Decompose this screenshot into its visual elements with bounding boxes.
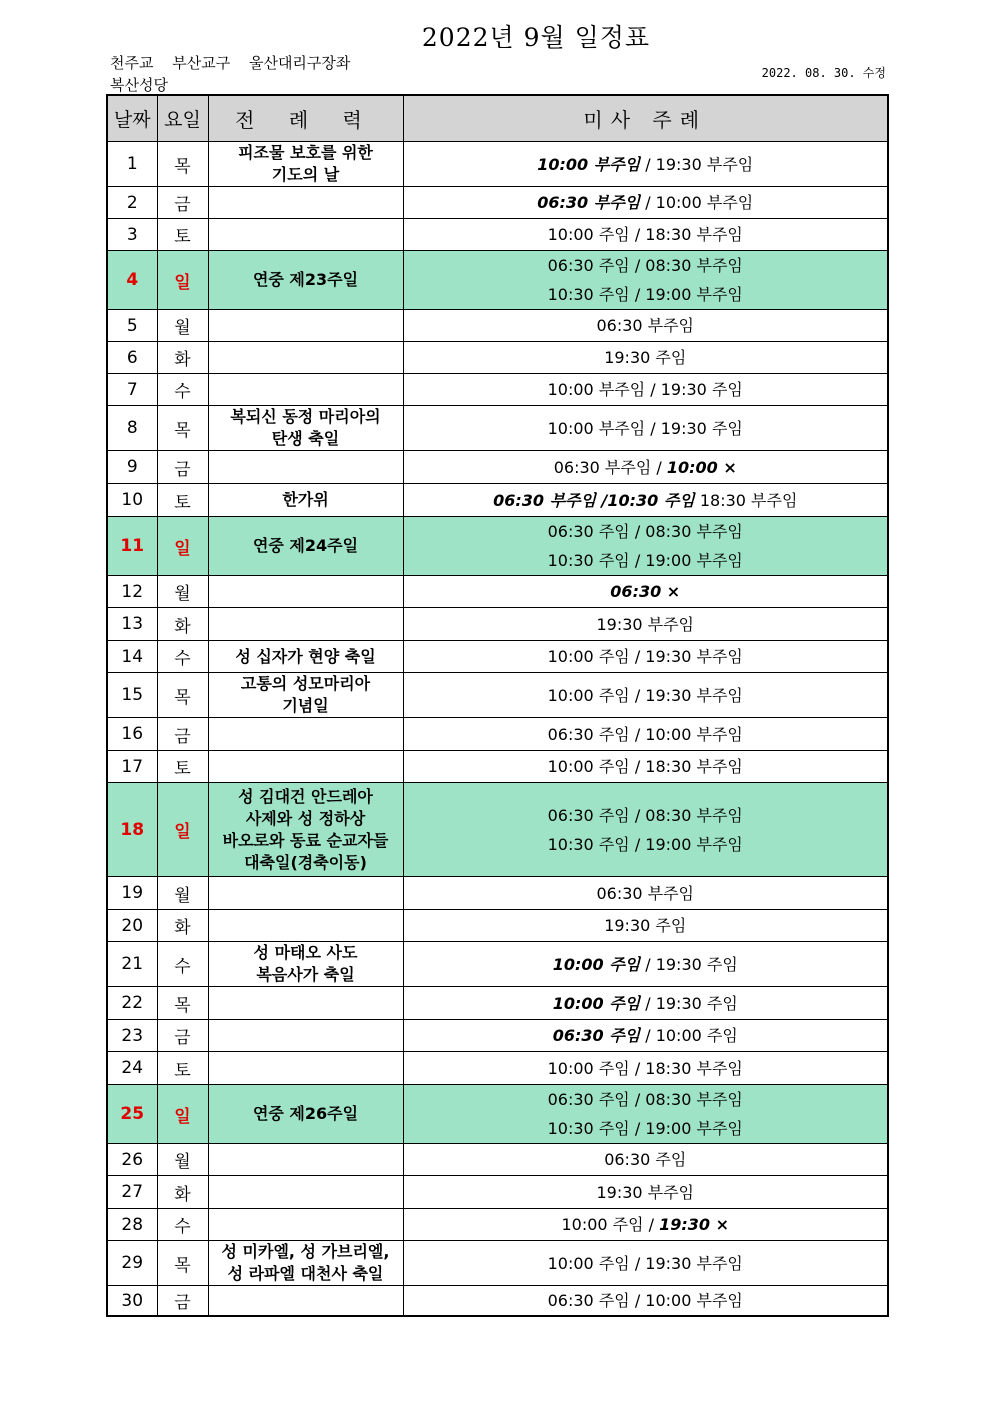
cell-mass-schedule: 10:00 주임 / 19:30 × xyxy=(403,1209,888,1241)
cell-weekday: 금 xyxy=(157,718,208,751)
cell-date: 17 xyxy=(107,751,157,783)
cell-weekday: 화 xyxy=(157,1176,208,1209)
page-title: 2022년 9월 일정표 xyxy=(421,23,651,52)
cell-date: 10 xyxy=(107,484,157,517)
parish-name: 복산성당 xyxy=(110,76,168,94)
cell-liturgical-event xyxy=(208,451,403,484)
cell-liturgical-event xyxy=(208,219,403,251)
cell-liturgical-event xyxy=(208,342,403,374)
cell-liturgical-event xyxy=(208,987,403,1020)
table-row xyxy=(107,608,888,641)
cell-weekday: 목 xyxy=(157,1241,208,1286)
cell-liturgical-event xyxy=(208,1209,403,1241)
cell-mass-schedule: 10:00 주임 / 18:30 부주임 xyxy=(403,219,888,251)
cell-date: 8 xyxy=(107,406,157,451)
table-row xyxy=(107,1052,888,1085)
cell-date: 4 xyxy=(107,251,157,310)
cell-liturgical-event: 연중 제26주일 xyxy=(208,1085,403,1144)
cell-liturgical-event: 성 김대건 안드레아 사제와 성 정하상 바오로와 동료 순교자들 대축일(경축이동) xyxy=(208,783,403,877)
cell-liturgical-event xyxy=(208,1286,403,1317)
cell-date: 16 xyxy=(107,718,157,751)
cell-date: 25 xyxy=(107,1085,157,1144)
cell-mass-schedule: 06:30 부주임 xyxy=(403,877,888,910)
cell-weekday: 일 xyxy=(157,517,208,576)
cell-weekday: 일 xyxy=(157,1085,208,1144)
table-row xyxy=(107,877,888,910)
cell-weekday: 수 xyxy=(157,1209,208,1241)
cell-date: 5 xyxy=(107,310,157,342)
cell-date: 7 xyxy=(107,374,157,406)
table-row xyxy=(107,1286,888,1317)
cell-weekday: 목 xyxy=(157,142,208,187)
cell-weekday: 토 xyxy=(157,1052,208,1085)
header-mass-celebrant: 미사 주례 xyxy=(403,95,888,142)
table-row xyxy=(107,187,888,219)
cell-mass-schedule: 06:30 주임 / 10:00 부주임 xyxy=(403,718,888,751)
cell-liturgical-event xyxy=(208,751,403,783)
table-row xyxy=(107,451,888,484)
table-row xyxy=(107,1209,888,1241)
cell-mass-schedule: 19:30 부주임 xyxy=(403,608,888,641)
cell-mass-schedule: 06:30 주임 / 10:00 주임 xyxy=(403,1020,888,1052)
table-row xyxy=(107,673,888,718)
cell-weekday: 수 xyxy=(157,641,208,673)
table-row xyxy=(107,718,888,751)
cell-date: 14 xyxy=(107,641,157,673)
table-row xyxy=(107,1144,888,1176)
cell-weekday: 화 xyxy=(157,342,208,374)
cell-mass-schedule: 06:30 주임 / 10:00 부주임 xyxy=(403,1286,888,1317)
cell-liturgical-event: 성 미카엘, 성 가브리엘, 성 라파엘 대천사 축일 xyxy=(208,1241,403,1286)
cell-weekday: 수 xyxy=(157,374,208,406)
cell-mass-schedule: 10:00 주임 / 19:30 부주임 xyxy=(403,673,888,718)
table-row xyxy=(107,1020,888,1052)
cell-mass-schedule: 06:30 주임 / 08:30 부주임 10:30 주임 / 19:00 부주임 xyxy=(403,1085,888,1144)
table-row xyxy=(107,783,888,877)
cell-mass-schedule: 19:30 주임 xyxy=(403,342,888,374)
cell-mass-schedule: 19:30 부주임 xyxy=(403,1176,888,1209)
cell-liturgical-event xyxy=(208,718,403,751)
cell-weekday: 월 xyxy=(157,310,208,342)
table-row xyxy=(107,1085,888,1144)
cell-mass-schedule: 06:30 부주임 xyxy=(403,310,888,342)
cell-date: 27 xyxy=(107,1176,157,1209)
cell-liturgical-event xyxy=(208,310,403,342)
schedule-table xyxy=(106,94,889,1317)
cell-date: 26 xyxy=(107,1144,157,1176)
cell-liturgical-event: 한가위 xyxy=(208,484,403,517)
cell-date: 9 xyxy=(107,451,157,484)
table-row xyxy=(107,1241,888,1286)
cell-date: 28 xyxy=(107,1209,157,1241)
cell-mass-schedule: 10:00 부주임 / 19:30 부주임 xyxy=(403,142,888,187)
table-header-row xyxy=(107,95,888,142)
organization-name: 천주교 부산교구 울산대리구장좌 xyxy=(110,54,351,72)
cell-liturgical-event xyxy=(208,576,403,608)
table-row xyxy=(107,251,888,310)
cell-liturgical-event: 복되신 동정 마리아의 탄생 축일 xyxy=(208,406,403,451)
cell-weekday: 토 xyxy=(157,751,208,783)
table-row xyxy=(107,942,888,987)
cell-date: 29 xyxy=(107,1241,157,1286)
cell-mass-schedule: 10:00 부주임 / 19:30 주임 xyxy=(403,406,888,451)
cell-date: 24 xyxy=(107,1052,157,1085)
cell-mass-schedule: 10:00 주임 / 18:30 부주임 xyxy=(403,751,888,783)
cell-weekday: 수 xyxy=(157,942,208,987)
cell-date: 1 xyxy=(107,142,157,187)
cell-liturgical-event: 성 십자가 현양 축일 xyxy=(208,641,403,673)
cell-weekday: 일 xyxy=(157,251,208,310)
cell-weekday: 금 xyxy=(157,1020,208,1052)
cell-date: 23 xyxy=(107,1020,157,1052)
cell-weekday: 화 xyxy=(157,910,208,942)
table-row xyxy=(107,517,888,576)
table-row xyxy=(107,142,888,187)
revision-date: 2022. 08. 30. 수정 xyxy=(761,66,886,80)
cell-date: 18 xyxy=(107,783,157,877)
cell-weekday: 목 xyxy=(157,987,208,1020)
cell-date: 20 xyxy=(107,910,157,942)
cell-date: 15 xyxy=(107,673,157,718)
cell-date: 3 xyxy=(107,219,157,251)
cell-date: 30 xyxy=(107,1286,157,1317)
cell-liturgical-event: 연중 제24주일 xyxy=(208,517,403,576)
cell-mass-schedule: 06:30 부주임 /10:30 주임 18:30 부주임 xyxy=(403,484,888,517)
table-row xyxy=(107,406,888,451)
header-liturgical-calendar: 전 례 력 xyxy=(208,95,403,142)
table-row xyxy=(107,987,888,1020)
cell-date: 21 xyxy=(107,942,157,987)
cell-mass-schedule: 06:30 주임 xyxy=(403,1144,888,1176)
cell-weekday: 목 xyxy=(157,406,208,451)
cell-weekday: 월 xyxy=(157,576,208,608)
cell-date: 6 xyxy=(107,342,157,374)
cell-mass-schedule: 06:30 부주임 / 10:00 × xyxy=(403,451,888,484)
table-row xyxy=(107,374,888,406)
cell-mass-schedule: 10:00 주임 / 18:30 부주임 xyxy=(403,1052,888,1085)
cell-mass-schedule: 10:00 주임 / 19:30 부주임 xyxy=(403,1241,888,1286)
cell-weekday: 일 xyxy=(157,783,208,877)
cell-mass-schedule: 10:00 주임 / 19:30 부주임 xyxy=(403,641,888,673)
cell-liturgical-event xyxy=(208,187,403,219)
cell-mass-schedule: 10:00 주임 / 19:30 주임 xyxy=(403,942,888,987)
cell-liturgical-event xyxy=(208,877,403,910)
cell-weekday: 월 xyxy=(157,877,208,910)
table-row xyxy=(107,219,888,251)
cell-date: 22 xyxy=(107,987,157,1020)
cell-liturgical-event xyxy=(208,1020,403,1052)
cell-weekday: 목 xyxy=(157,673,208,718)
cell-liturgical-event: 고통의 성모마리아 기념일 xyxy=(208,673,403,718)
header-date: 날짜 xyxy=(107,95,157,142)
cell-weekday: 토 xyxy=(157,219,208,251)
cell-liturgical-event xyxy=(208,374,403,406)
cell-weekday: 금 xyxy=(157,1286,208,1317)
cell-weekday: 월 xyxy=(157,1144,208,1176)
cell-date: 2 xyxy=(107,187,157,219)
cell-liturgical-event xyxy=(208,1052,403,1085)
cell-date: 19 xyxy=(107,877,157,910)
cell-mass-schedule: 06:30 부주임 / 10:00 부주임 xyxy=(403,187,888,219)
cell-weekday: 화 xyxy=(157,608,208,641)
cell-mass-schedule: 19:30 주임 xyxy=(403,910,888,942)
cell-mass-schedule: 06:30 주임 / 08:30 부주임 10:30 주임 / 19:00 부주임 xyxy=(403,783,888,877)
cell-mass-schedule: 10:00 주임 / 19:30 주임 xyxy=(403,987,888,1020)
table-row xyxy=(107,576,888,608)
cell-liturgical-event: 성 마태오 사도 복음사가 축일 xyxy=(208,942,403,987)
cell-mass-schedule: 06:30 주임 / 08:30 부주임 10:30 주임 / 19:00 부주임 xyxy=(403,251,888,310)
cell-mass-schedule: 06:30 × xyxy=(403,576,888,608)
table-row xyxy=(107,310,888,342)
cell-weekday: 금 xyxy=(157,451,208,484)
table-row xyxy=(107,910,888,942)
table-row xyxy=(107,641,888,673)
cell-liturgical-event xyxy=(208,910,403,942)
header-weekday: 요일 xyxy=(157,95,208,142)
cell-liturgical-event xyxy=(208,608,403,641)
cell-date: 13 xyxy=(107,608,157,641)
cell-weekday: 금 xyxy=(157,187,208,219)
cell-liturgical-event: 연중 제23주일 xyxy=(208,251,403,310)
cell-date: 12 xyxy=(107,576,157,608)
cell-weekday: 토 xyxy=(157,484,208,517)
table-row xyxy=(107,342,888,374)
table-row xyxy=(107,484,888,517)
cell-liturgical-event xyxy=(208,1176,403,1209)
cell-mass-schedule: 06:30 주임 / 08:30 부주임 10:30 주임 / 19:00 부주임 xyxy=(403,517,888,576)
cell-liturgical-event xyxy=(208,1144,403,1176)
cell-date: 11 xyxy=(107,517,157,576)
cell-liturgical-event: 피조물 보호를 위한 기도의 날 xyxy=(208,142,403,187)
table-row xyxy=(107,751,888,783)
cell-mass-schedule: 10:00 부주임 / 19:30 주임 xyxy=(403,374,888,406)
table-row xyxy=(107,1176,888,1209)
